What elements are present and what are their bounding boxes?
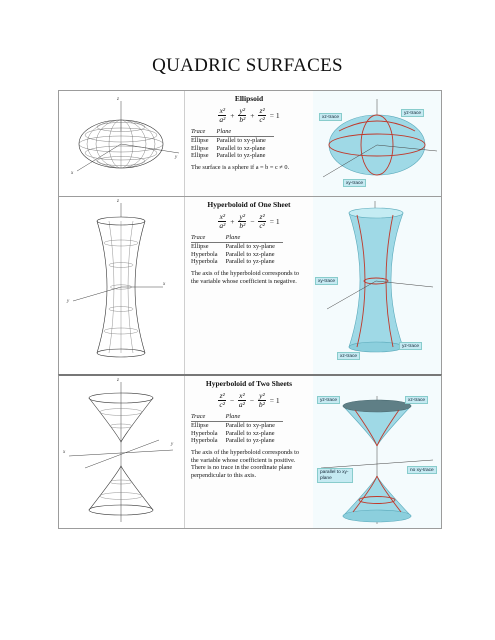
hyperboloid-two-panel	[58, 374, 442, 529]
hyperboloid-two-equation: $\frac{\text{z²}}{\text{c²}}$ − $\frac{\text{x²}}{\text{a²}}$ − $\frac{\text{y²}}{\text{b²}}$ = 1	[219, 391, 280, 409]
hyperboloid-one-note: The axis of the hyperboloid corresponds to the variable whose coefficient is negative.	[191, 269, 300, 285]
ellipsoid-note: The surface is a sphere if a = b = c ≠ 0.	[191, 163, 290, 171]
ellipsoid-surface	[313, 91, 441, 197]
table-row: Ellipse Parallel to xy-plane	[191, 137, 266, 144]
table-row: Ellipse Parallel to yz-plane	[191, 152, 266, 160]
hyperboloid-two-note: The axis of the hyperboloid corresponds to the variable whose coefficient is positive. There is no trace in the coordinate plane perpendicular to this axis.	[191, 448, 300, 480]
hyperboloid-one-panel	[58, 196, 442, 376]
hyperboloid-two-info	[184, 376, 314, 528]
z-axis-label: z	[117, 378, 119, 383]
yz-trace-callout: yz-trace	[317, 396, 340, 404]
hyperboloid-two-wireframe	[59, 376, 184, 528]
y-axis-label: y	[175, 155, 178, 160]
hyperboloid-two-trace-table: Trace Plane Ellipse Parallel to xy-plane Hyperbola Parallel to xz-plane Hyperbola Parallel to yz-plane	[191, 413, 283, 445]
table-row: Ellipse Parallel to xz-plane	[191, 144, 266, 152]
table-row: Hyperbola Parallel to yz-plane	[191, 437, 275, 445]
hyperboloid-two-wireframe-figure	[59, 376, 184, 528]
ellipsoid-info	[184, 91, 314, 197]
table-row: Hyperbola Parallel to yz-plane	[191, 258, 275, 266]
ellipsoid-wireframe	[59, 91, 184, 197]
x-axis-label: x	[163, 282, 166, 287]
ellipsoid-wireframe-figure	[59, 91, 184, 197]
ellipsoid-panel	[58, 90, 442, 198]
yz-trace-callout: yz-trace	[401, 109, 424, 117]
page-title: QUADRIC SURFACES	[152, 55, 343, 76]
ellipsoid-trace-table: Trace Plane Ellipse Parallel to xy-plane Ellipse Parallel to xz-plane Ellipse Parallel to yz-plane	[191, 128, 274, 160]
parallel-to-xy-plane-callout: parallel to xy-plane	[317, 468, 353, 483]
xy-trace-callout: xy-trace	[343, 179, 366, 187]
y-axis-label: y	[171, 442, 174, 447]
no-xy-trace-callout: no xy-trace	[407, 466, 437, 474]
hyperboloid-one-equation: $\frac{\text{x²}}{\text{a²}}$ + $\frac{\text{y²}}{\text{b²}}$ − $\frac{\text{z²}}{\text{c²}}$ = 1	[219, 212, 280, 230]
table-row: Hyperbola Parallel to xz-plane	[191, 429, 275, 437]
hyperboloid-one-trace-table: Trace Plane Ellipse Parallel to xy-plane Hyperbola Parallel to xz-plane Hyperbola Parallel to yz-plane	[191, 234, 283, 266]
y-axis-label: y	[67, 299, 70, 304]
hyperboloid-one-title: Hyperboloid of One Sheet	[207, 200, 291, 209]
xz-trace-callout: xz-trace	[405, 396, 428, 404]
xz-trace-callout: xz-trace	[319, 113, 342, 121]
ellipsoid-title: Ellipsoid	[234, 94, 264, 103]
z-axis-label: z	[117, 199, 119, 204]
x-axis-label: x	[63, 450, 66, 455]
hyperboloid-one-surface	[313, 197, 441, 375]
ellipsoid-equation: $\frac{\text{x²}}{\text{a²}}$ + $\frac{\text{y²}}{\text{b²}}$ + $\frac{\text{z²}}{\text{c²}}$ = 1	[219, 106, 280, 124]
xy-trace-callout: xy-trace	[315, 277, 338, 285]
ellipsoid-surface-figure	[313, 91, 441, 197]
x-axis-label: x	[71, 171, 74, 176]
table-row: Hyperbola Parallel to xz-plane	[191, 250, 275, 258]
table-row: Ellipse Parallel to xy-plane	[191, 243, 275, 250]
hyperboloid-one-wireframe	[59, 197, 184, 375]
xz-trace-callout: xz-trace	[337, 352, 360, 360]
hyperboloid-one-info	[184, 197, 314, 375]
z-axis-label: z	[117, 97, 119, 102]
yz-trace-callout: yz-trace	[399, 342, 422, 350]
hyperboloid-two-title: Hyperboloid of Two Sheets	[205, 379, 293, 388]
hyperboloid-two-surface	[313, 376, 441, 528]
hyperboloid-one-wireframe-figure	[59, 197, 184, 375]
table-row: Ellipse Parallel to xy-plane	[191, 422, 275, 429]
